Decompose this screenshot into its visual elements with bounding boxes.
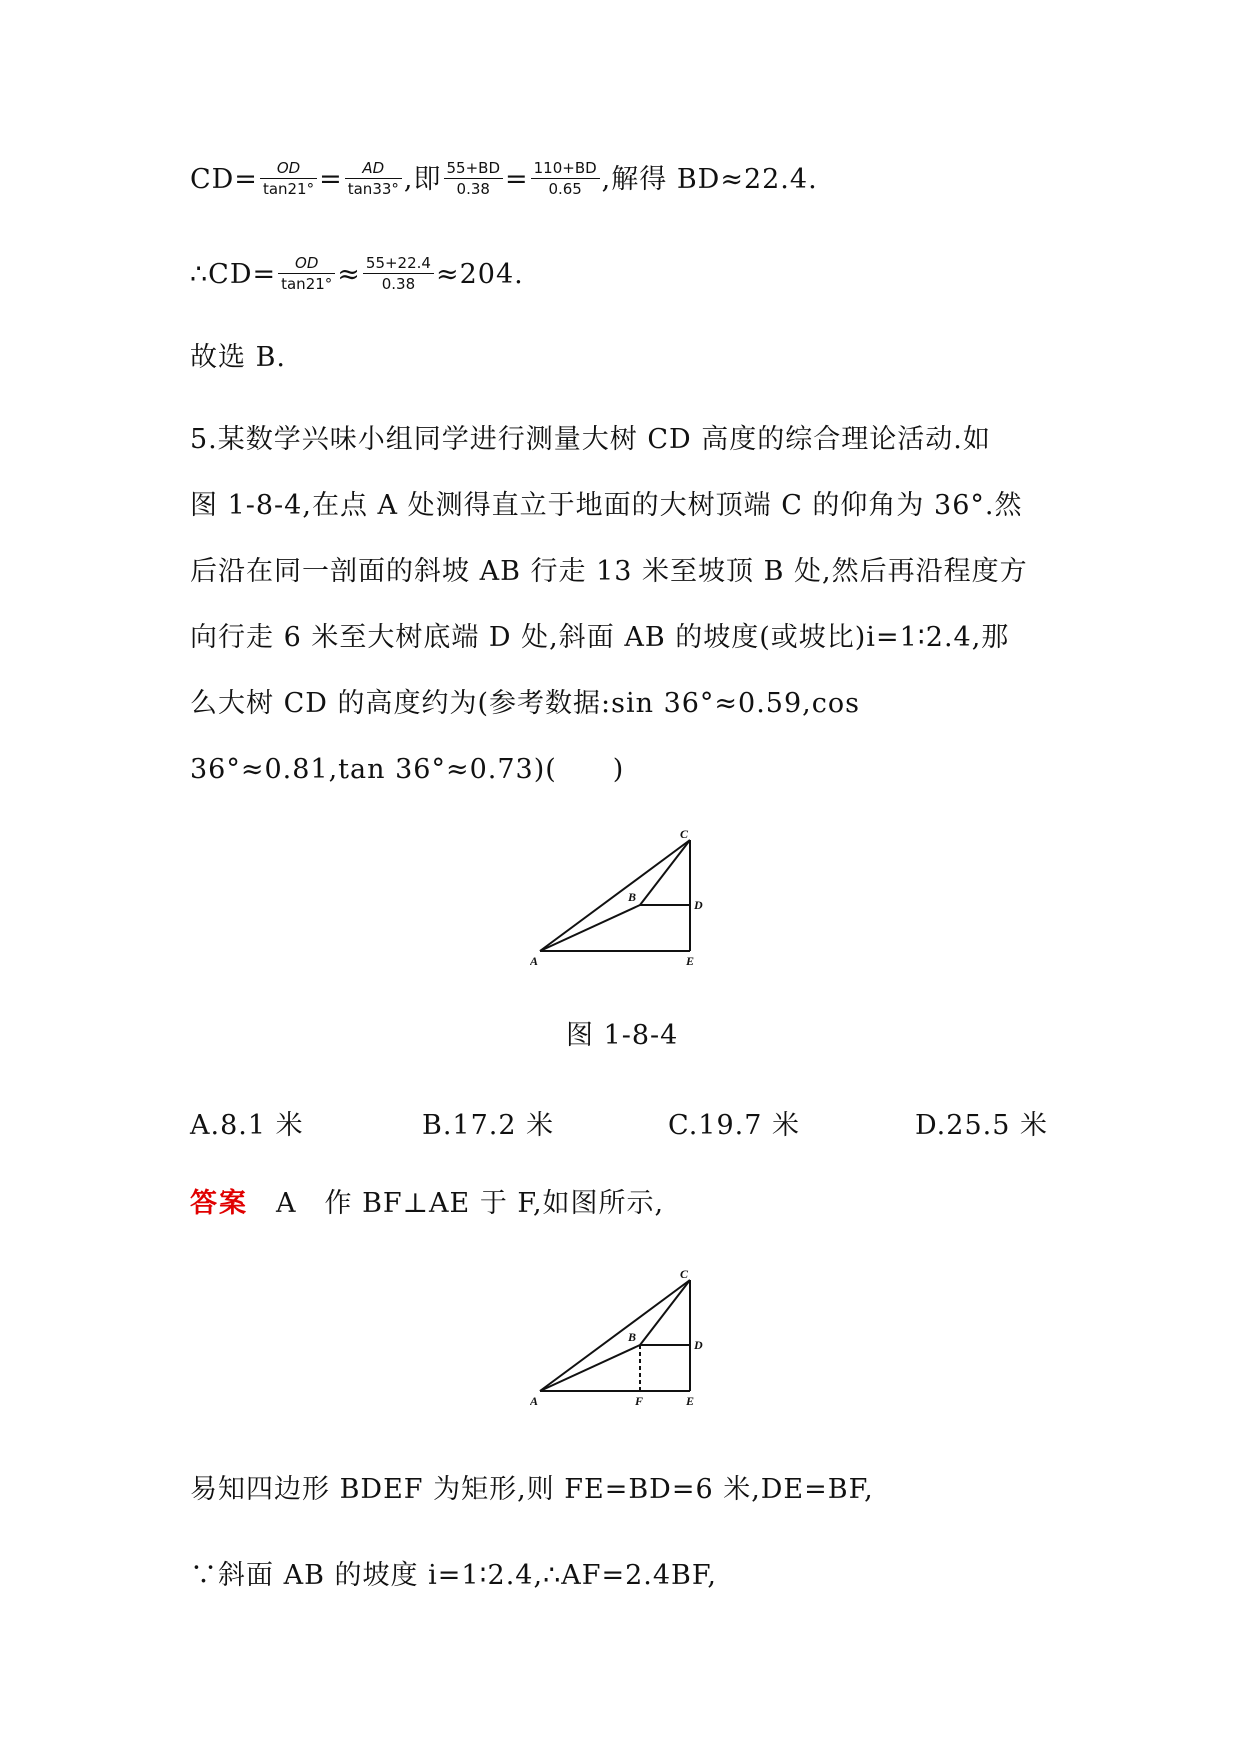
fraction — [278, 253, 335, 294]
label-c: C — [680, 827, 689, 841]
segment-ab — [540, 1345, 640, 1391]
question-line-5: 么大树 CD 的高度约为(参考数据:sin 36°≈0.59,cos — [190, 688, 860, 719]
option-c: C.19.7 米 — [668, 1110, 800, 1141]
segment-ac — [540, 1280, 690, 1391]
text: ≈204. — [435, 259, 524, 290]
numerator: 110+BD — [531, 158, 600, 179]
answer-line — [190, 1186, 664, 1222]
text: ,解得 BD≈22.4. — [601, 164, 818, 195]
figure-caption: 图 1-8-4 — [566, 1020, 679, 1051]
label-b: B — [628, 1330, 637, 1344]
label-d: D — [694, 1338, 703, 1352]
option-d: D.25.5 米 — [915, 1110, 1048, 1141]
denominator: 0.38 — [456, 180, 490, 198]
segment-ab — [540, 905, 640, 951]
fraction — [444, 158, 504, 199]
figure-answer — [530, 1265, 710, 1410]
figure-1-8-4 — [530, 825, 710, 970]
solution-line-1 — [190, 160, 818, 201]
label-d: D — [694, 898, 703, 912]
numerator: 55+22.4 — [363, 253, 434, 274]
question-line-2: 图 1-8-4,在点 A 处测得直立于地面的大树顶端 C 的仰角为 36°.然 — [190, 490, 1023, 521]
label-e: E — [686, 954, 695, 968]
numerator: 55+BD — [444, 158, 504, 179]
text: ,即 — [403, 164, 442, 195]
label-a: A — [530, 1394, 539, 1408]
option-b: B.17.2 米 — [422, 1110, 555, 1141]
question-line-1: 5.某数学兴味小组同学进行测量大树 CD 高度的综合理论活动.如 — [190, 424, 991, 455]
answer-text: A 作 BF⊥AE 于 F,如图所示, — [248, 1188, 665, 1219]
denominator: tan21° — [262, 180, 315, 198]
numerator: OD — [260, 158, 317, 179]
denominator: tan33° — [347, 180, 399, 198]
fraction — [345, 158, 402, 199]
text: ∴CD= — [190, 259, 277, 290]
label-f: F — [635, 1394, 644, 1408]
answer-label: 答案 — [190, 1188, 248, 1219]
solution-line-2 — [190, 255, 524, 296]
label-a: A — [530, 954, 539, 968]
question-line-3: 后沿在同一剖面的斜坡 AB 行走 13 米至坡顶 B 处,然后再沿程度方 — [190, 556, 1028, 587]
denominator: tan21° — [281, 275, 333, 293]
text: = — [505, 164, 529, 195]
solution-line-4: 易知四边形 BDEF 为矩形,则 FE=BD=6 米,DE=BF, — [190, 1474, 874, 1505]
numerator: AD — [345, 158, 402, 179]
numerator: OD — [278, 253, 335, 274]
denominator: 0.38 — [381, 275, 416, 293]
fraction — [531, 158, 600, 199]
fraction — [363, 253, 434, 294]
question-line-6: 36°≈0.81,tan 36°≈0.73)( ) — [190, 754, 625, 785]
label-e: E — [686, 1394, 695, 1408]
label-b: B — [628, 890, 637, 904]
solution-line-3: 故选 B. — [190, 342, 287, 373]
text: ≈ — [337, 259, 361, 290]
question-line-4: 向行走 6 米至大树底端 D 处,斜面 AB 的坡度(或坡比)i=1∶2.4,那 — [190, 622, 1010, 653]
solution-line-5: ∵斜面 AB 的坡度 i=1∶2.4,∴AF=2.4BF, — [190, 1560, 717, 1591]
text: = — [319, 164, 343, 195]
segment-ac — [540, 840, 690, 951]
option-a: A.8.1 米 — [190, 1110, 304, 1141]
fraction — [260, 158, 317, 199]
denominator: 0.65 — [548, 180, 582, 198]
label-c: C — [680, 1267, 689, 1281]
text: CD= — [190, 164, 258, 195]
